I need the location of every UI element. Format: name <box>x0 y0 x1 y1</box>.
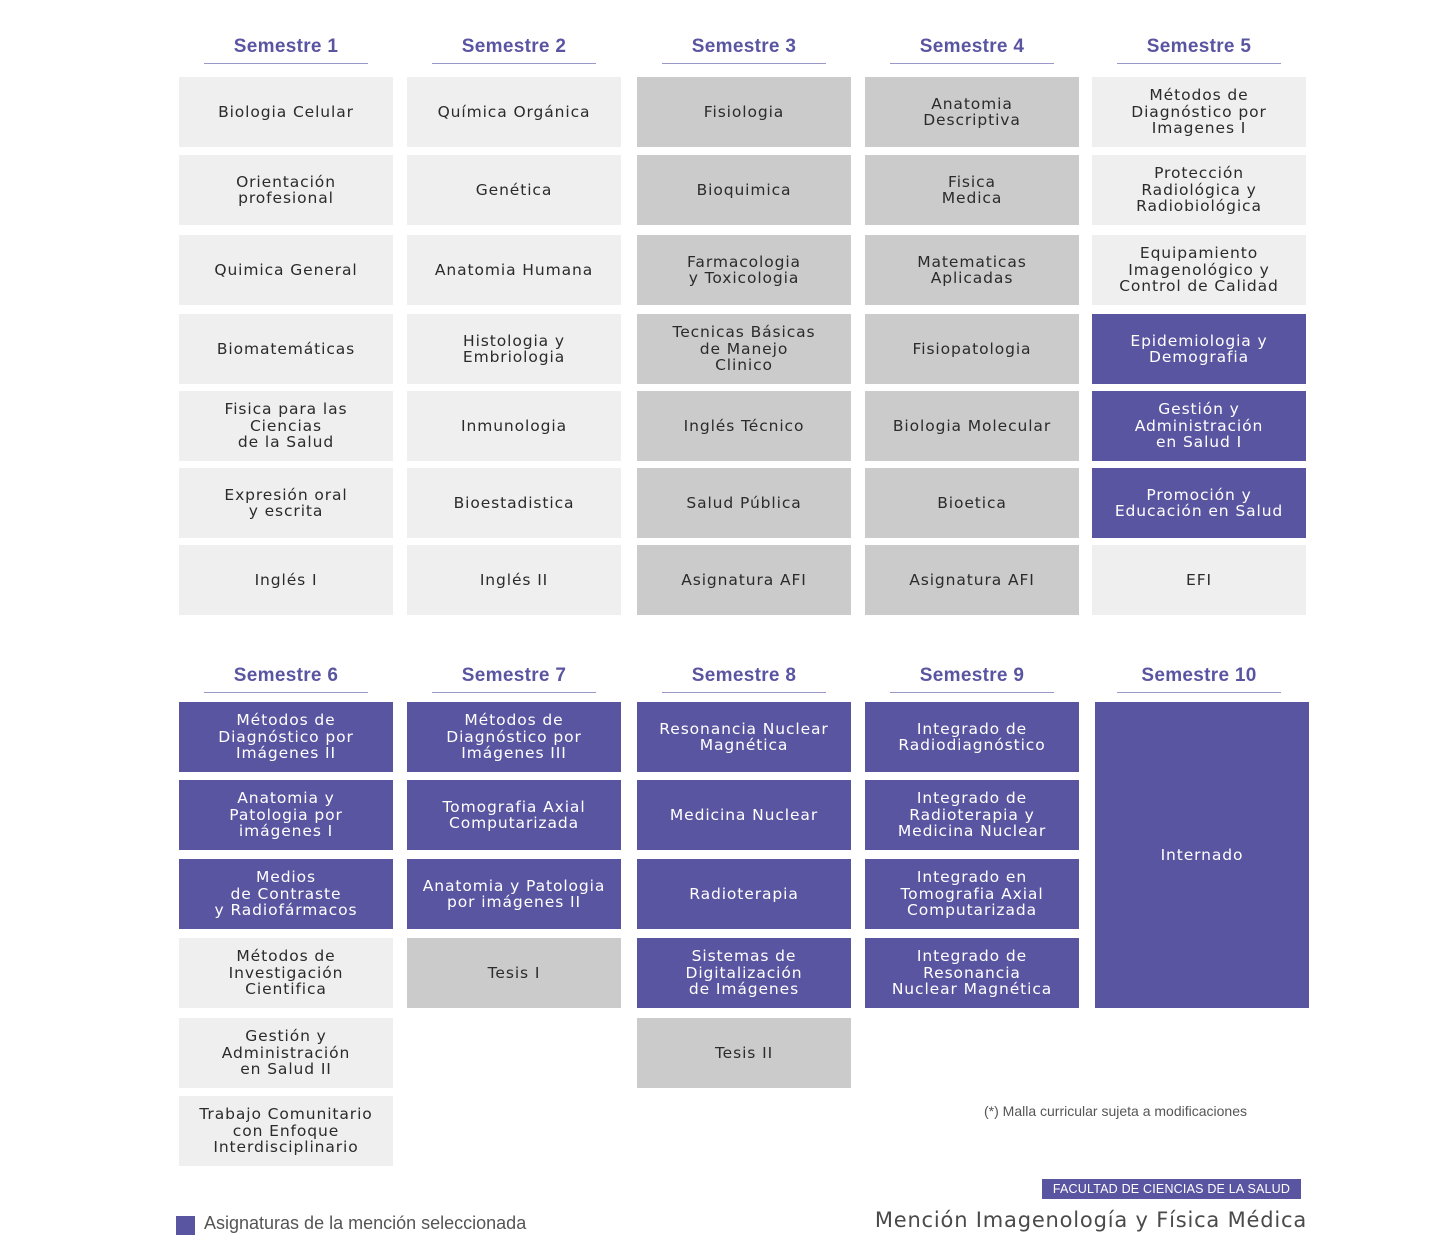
course-cell: Anatomia Descriptiva <box>865 77 1079 147</box>
course-cell: Fisiopatologia <box>865 314 1079 384</box>
course-cell: Radioterapia <box>637 859 851 929</box>
course-cell: Tomografia Axial Computarizada <box>407 780 621 850</box>
course-cell: Orientación profesional <box>179 155 393 225</box>
course-cell: Asignatura AFI <box>637 545 851 615</box>
semester-title-4: Semestre 4 <box>890 36 1054 64</box>
course-cell: Integrado de Radioterapia y Medicina Nuclear <box>865 780 1079 850</box>
course-cell: Bioquimica <box>637 155 851 225</box>
course-cell: Inglés Técnico <box>637 391 851 461</box>
course-cell: Trabajo Comunitario con Enfoque Interdisciplinario <box>179 1096 393 1166</box>
course-cell: Asignatura AFI <box>865 545 1079 615</box>
course-cell: Medicina Nuclear <box>637 780 851 850</box>
course-cell: Tecnicas Básicas de Manejo Clinico <box>637 314 851 384</box>
course-cell: EFI <box>1092 545 1306 615</box>
course-cell: Gestión y Administración en Salud II <box>179 1018 393 1088</box>
course-cell: Anatomia y Patologia por imágenes II <box>407 859 621 929</box>
course-cell: Anatomia y Patologia por imágenes I <box>179 780 393 850</box>
course-cell: Histologia y Embriologia <box>407 314 621 384</box>
course-cell: Internado <box>1095 702 1309 1008</box>
course-cell: Biologia Molecular <box>865 391 1079 461</box>
semester-title-9: Semestre 9 <box>890 665 1054 693</box>
course-cell: Expresión oral y escrita <box>179 468 393 538</box>
course-cell: Genética <box>407 155 621 225</box>
course-cell: Medios de Contraste y Radiofármacos <box>179 859 393 929</box>
mention-title: Mención Imagenología y Física Médica <box>874 1208 1307 1232</box>
course-cell: Epidemiologia y Demografia <box>1092 314 1306 384</box>
course-cell: Matematicas Aplicadas <box>865 235 1079 305</box>
course-cell: Fisica para las Ciencias de la Salud <box>179 391 393 461</box>
semester-title-5: Semestre 5 <box>1117 36 1281 64</box>
course-cell: Fisica Medica <box>865 155 1079 225</box>
course-cell: Protección Radiológica y Radiobiológica <box>1092 155 1306 225</box>
course-cell: Fisiologia <box>637 77 851 147</box>
course-cell: Bioetica <box>865 468 1079 538</box>
course-cell: Métodos de Diagnóstico por Imagenes I <box>1092 77 1306 147</box>
course-cell: Sistemas de Digitalización de Imágenes <box>637 938 851 1008</box>
course-cell: Integrado de Radiodiagnóstico <box>865 702 1079 772</box>
course-cell: Resonancia Nuclear Magnética <box>637 702 851 772</box>
course-cell: Métodos de Diagnóstico por Imágenes III <box>407 702 621 772</box>
course-cell: Anatomia Humana <box>407 235 621 305</box>
semester-title-6: Semestre 6 <box>204 665 368 693</box>
course-cell: Equipamiento Imagenológico y Control de Calidad <box>1092 235 1306 305</box>
course-cell: Integrado de Resonancia Nuclear Magnética <box>865 938 1079 1008</box>
course-cell: Farmacologia y Toxicologia <box>637 235 851 305</box>
course-cell: Bioestadistica <box>407 468 621 538</box>
course-cell: Integrado en Tomografia Axial Computarizada <box>865 859 1079 929</box>
course-cell: Tesis II <box>637 1018 851 1088</box>
course-cell: Inglés II <box>407 545 621 615</box>
semester-title-3: Semestre 3 <box>662 36 826 64</box>
legend-label: Asignaturas de la mención seleccionada <box>204 1213 527 1233</box>
course-cell: Química Orgánica <box>407 77 621 147</box>
semester-title-7: Semestre 7 <box>432 665 596 693</box>
course-cell: Promoción y Educación en Salud <box>1092 468 1306 538</box>
course-cell: Biomatemáticas <box>179 314 393 384</box>
semester-title-1: Semestre 1 <box>204 36 368 64</box>
course-cell: Quimica General <box>179 235 393 305</box>
semester-title-2: Semestre 2 <box>432 36 596 64</box>
course-cell: Biologia Celular <box>179 77 393 147</box>
faculty-badge: FACULTAD DE CIENCIAS DE LA SALUD <box>1042 1179 1301 1199</box>
course-cell: Inglés I <box>179 545 393 615</box>
course-cell: Métodos de Investigación Cientifica <box>179 938 393 1008</box>
course-cell: Métodos de Diagnóstico por Imágenes II <box>179 702 393 772</box>
legend-swatch <box>176 1216 195 1235</box>
course-cell: Inmunologia <box>407 391 621 461</box>
disclaimer-note: (*) Malla curricular sujeta a modificaciones <box>984 1103 1247 1119</box>
semester-title-10: Semestre 10 <box>1117 665 1281 693</box>
course-cell: Tesis I <box>407 938 621 1008</box>
course-cell: Salud Pública <box>637 468 851 538</box>
course-cell: Gestión y Administración en Salud I <box>1092 391 1306 461</box>
semester-title-8: Semestre 8 <box>662 665 826 693</box>
